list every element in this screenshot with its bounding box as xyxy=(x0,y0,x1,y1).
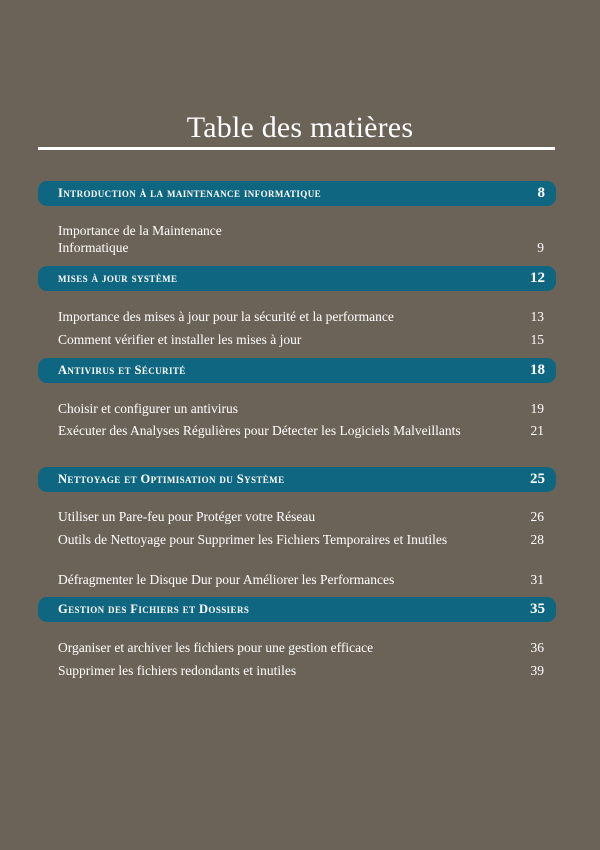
toc-entry[interactable] xyxy=(58,531,544,548)
entry-title: Outils de Nettoyage pour Supprimer les Fichiers Temporaires et Inutiles xyxy=(58,532,448,547)
toc-entry[interactable] xyxy=(58,400,544,417)
section-title: Gestion des Fichiers et Dossiers xyxy=(58,602,250,616)
entry-page-number: 36 xyxy=(530,640,544,655)
toc-entry[interactable] xyxy=(58,508,544,525)
entry-page-number: 19 xyxy=(530,401,544,416)
entry-page-number: 21 xyxy=(530,423,544,438)
section-header[interactable] xyxy=(38,266,556,291)
toc-entry[interactable] xyxy=(58,422,544,439)
section-page-number: 35 xyxy=(530,601,545,617)
title-underline xyxy=(38,147,555,150)
entry-title: Défragmenter le Disque Dur pour Améliorer les Performances xyxy=(58,572,395,587)
section-page-number: 18 xyxy=(530,362,545,378)
section-page-number: 25 xyxy=(530,471,545,487)
entry-title: Importance des mises à jour pour la sécurité et la performance xyxy=(58,309,394,324)
entry-title: Choisir et configurer un antivirus xyxy=(58,401,238,416)
entry-title: Importance de la Maintenance Informatique xyxy=(58,223,222,255)
entry-title: Exécuter des Analyses Régulières pour Détecter les Logiciels Malveillants xyxy=(58,423,461,438)
toc-entry[interactable] xyxy=(58,571,544,588)
toc-entry[interactable] xyxy=(58,639,544,656)
entry-title: Comment vérifier et installer les mises à jour xyxy=(58,332,302,347)
entry-page-number: 31 xyxy=(530,572,544,587)
section-title: Antivirus et Sécurité xyxy=(58,363,186,377)
section-header[interactable] xyxy=(38,597,556,622)
toc-entry[interactable] xyxy=(58,308,544,325)
section-header[interactable] xyxy=(38,358,556,383)
entry-page-number: 15 xyxy=(530,332,544,347)
entry-title: Organiser et archiver les fichiers pour une gestion efficace xyxy=(58,640,374,655)
entry-page-number: 9 xyxy=(537,240,544,255)
section-header[interactable] xyxy=(38,181,556,206)
section-title: Introduction à la maintenance informatique xyxy=(58,186,322,200)
section-page-number: 12 xyxy=(530,270,545,286)
section-page-number: 8 xyxy=(537,185,545,201)
entry-title: Utiliser un Pare-feu pour Protéger votre Réseau xyxy=(58,509,316,524)
section-title: mises à jour système xyxy=(58,271,178,285)
page-title: Table des matières xyxy=(186,111,414,144)
entry-page-number: 39 xyxy=(530,663,544,678)
entry-page-number: 28 xyxy=(530,532,544,547)
toc-entry[interactable] xyxy=(58,222,544,256)
section-title: Nettoyage et Optimisation du Système xyxy=(58,472,285,486)
entry-page-number: 26 xyxy=(530,509,544,524)
entry-title: Supprimer les fichiers redondants et inutiles xyxy=(58,663,297,678)
section-header[interactable] xyxy=(38,467,556,492)
toc-entry[interactable] xyxy=(58,662,544,679)
entry-page-number: 13 xyxy=(530,309,544,324)
toc-entry[interactable] xyxy=(58,331,544,348)
